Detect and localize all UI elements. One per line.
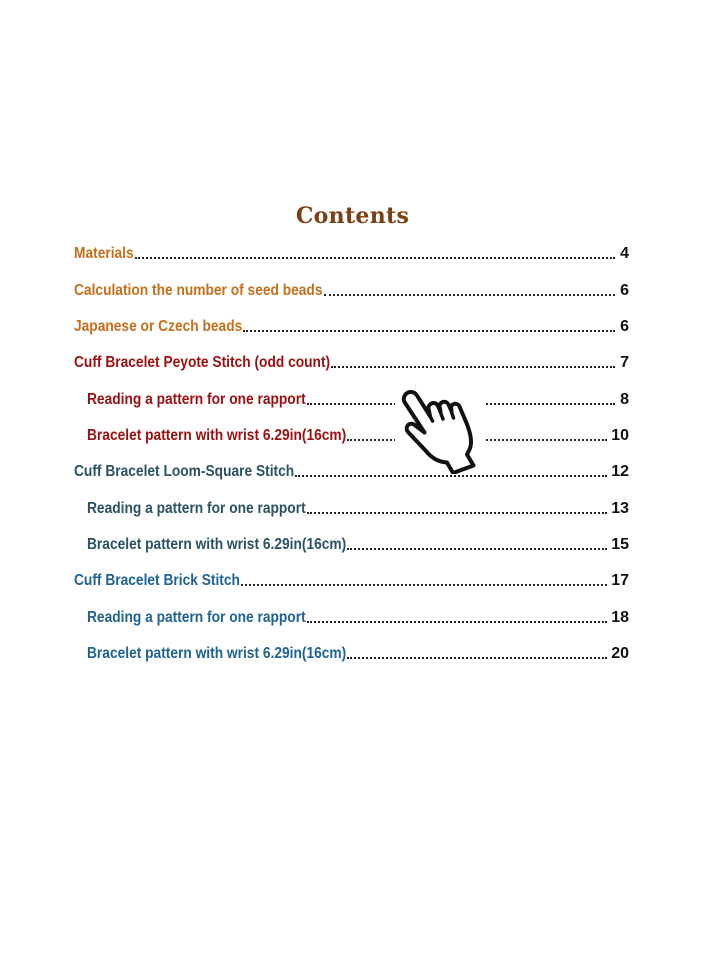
- toc-entry-brick-reading[interactable]: [87, 602, 629, 628]
- dot-leader: [324, 294, 616, 296]
- toc-entry-page: 6: [620, 318, 629, 335]
- toc-entry-materials[interactable]: [74, 238, 629, 264]
- toc-entry-page: 17: [611, 572, 629, 589]
- toc-entry-brick-bracelet[interactable]: [87, 638, 629, 664]
- toc-entry-label: Bracelet pattern with wrist 6.29in(16cm): [87, 427, 347, 444]
- toc-entry-loom-bracelet[interactable]: [87, 529, 629, 555]
- dot-leader: [307, 621, 608, 623]
- dot-leader: [331, 366, 615, 368]
- dot-leader: [243, 330, 615, 332]
- toc-entry-page: 10: [611, 427, 629, 444]
- dot-leader: [241, 584, 607, 586]
- toc-entry-peyote[interactable]: [74, 347, 629, 373]
- toc-entry-peyote-reading[interactable]: [87, 384, 629, 410]
- toc-entry-page: 4: [620, 245, 629, 262]
- toc-entry-page: 8: [620, 391, 629, 408]
- toc-entry-japanese-czech[interactable]: [74, 311, 629, 337]
- toc-entry-label: Cuff Bracelet Peyote Stitch (odd count): [74, 354, 331, 371]
- toc-entry-loom-square[interactable]: [74, 456, 629, 482]
- toc-entry-label: Bracelet pattern with wrist 6.29in(16cm): [87, 645, 347, 662]
- dot-leader: [295, 475, 607, 477]
- dot-leader: [347, 548, 607, 550]
- toc-entry-label: Calculation the number of seed beads: [74, 282, 323, 299]
- toc-entry-page: 6: [620, 282, 629, 299]
- toc-entry-page: 18: [611, 609, 629, 626]
- toc-entry-page: 20: [611, 645, 629, 662]
- toc-entry-label: Reading a pattern for one rapport: [87, 391, 306, 408]
- toc-entry-label: Japanese or Czech beads: [74, 318, 243, 335]
- dot-leader: [135, 257, 615, 259]
- toc-entry-page: 12: [611, 463, 629, 480]
- dot-leader: [307, 512, 608, 514]
- toc-entry-label: Reading a pattern for one rapport: [87, 609, 306, 626]
- toc-entry-loom-reading[interactable]: [87, 493, 629, 519]
- toc-entry-label: Bracelet pattern with wrist 6.29in(16cm): [87, 536, 347, 553]
- hand-pointer-icon: [395, 386, 485, 474]
- toc-entry-peyote-bracelet[interactable]: [87, 420, 629, 446]
- toc-entry-page: 13: [611, 500, 629, 517]
- toc-entry-label: Materials: [74, 245, 134, 262]
- toc-entry-label: Reading a pattern for one rapport: [87, 500, 306, 517]
- toc-entry-page: 15: [611, 536, 629, 553]
- toc-entry-label: Cuff Bracelet Loom-Square Stitch: [74, 463, 295, 480]
- toc-entry-calculation[interactable]: [74, 275, 629, 301]
- contents-title: Contents: [295, 203, 410, 229]
- toc-entry-page: 7: [620, 354, 629, 371]
- toc-entry-label: Cuff Bracelet Brick Stitch: [74, 572, 240, 589]
- dot-leader: [347, 657, 607, 659]
- toc-entry-brick[interactable]: [74, 565, 629, 591]
